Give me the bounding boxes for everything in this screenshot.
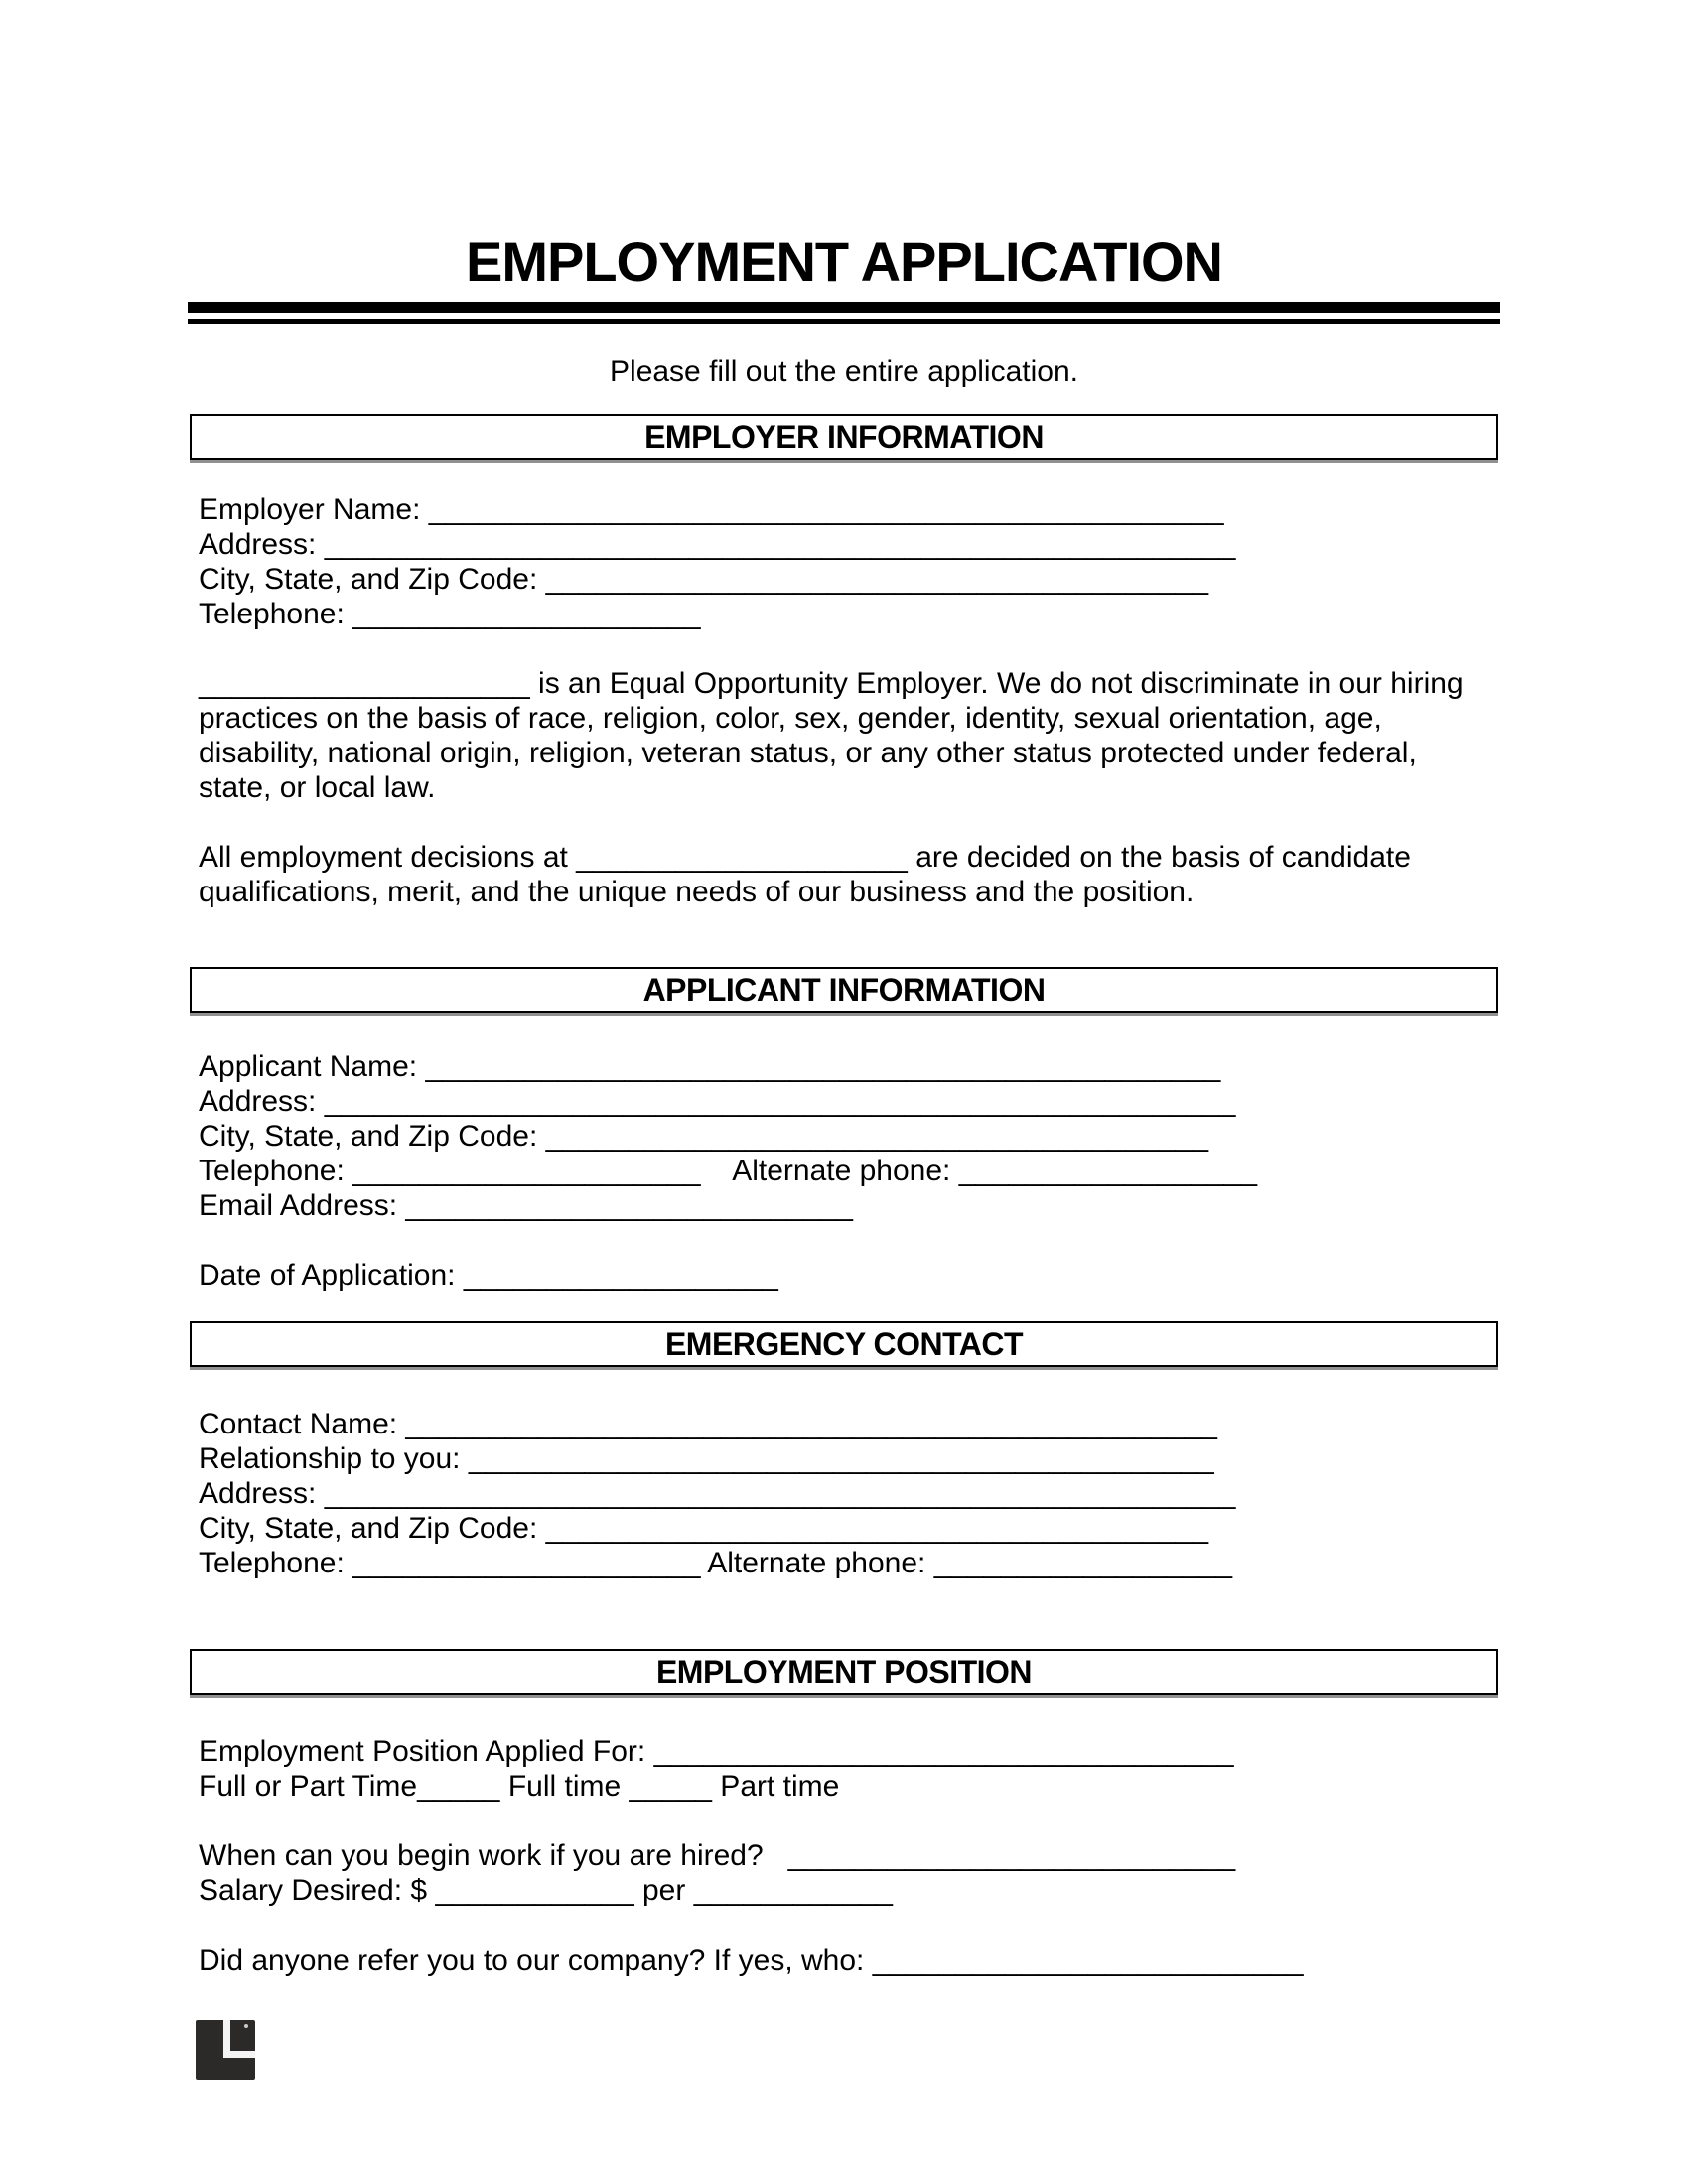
blank-company-name-2[interactable]: ____________________ <box>576 841 908 874</box>
blank-contact-name[interactable]: _________________________________________________ <box>405 1408 1217 1440</box>
blank-full-time-choice[interactable]: _____ <box>417 1770 500 1803</box>
blank-contact-address[interactable]: _______________________________________________________ <box>324 1477 1236 1510</box>
referral-wrap <box>199 1943 1489 1978</box>
label-position-applied-for: Employment Position Applied For: <box>199 1735 654 1768</box>
label-date-of-application: Date of Application: <box>199 1259 464 1292</box>
row-employer-name <box>199 492 1489 527</box>
decisions-line-1-before: All employment decisions at <box>199 841 577 874</box>
row-employer-address <box>199 527 1489 562</box>
label-employer-address: Address: <box>199 528 325 561</box>
row-applicant-email <box>199 1188 1489 1223</box>
blank-part-time-choice[interactable]: _____ <box>629 1770 712 1803</box>
blank-employer-address[interactable]: _______________________________________________________ <box>324 528 1236 561</box>
row-relationship <box>199 1441 1489 1476</box>
section-header-label: EMPLOYMENT POSITION <box>655 1654 1033 1690</box>
blank-contact-alternate-phone[interactable]: __________________ <box>933 1547 1233 1579</box>
eeo-line-3: disability, national origin, religion, veteran status, or any other status protected under federal, <box>199 737 1417 769</box>
label-contact-address: Address: <box>199 1477 325 1510</box>
blank-date-of-application[interactable]: ___________________ <box>463 1259 778 1292</box>
blank-begin-work[interactable]: ___________________________ <box>787 1840 1236 1872</box>
label-begin-work: When can you begin work if you are hired? <box>199 1840 788 1872</box>
logo-dot <box>244 2024 248 2028</box>
label-full-or-part-time: Full or Part Time <box>199 1770 418 1803</box>
section-header-label: EMPLOYER INFORMATION <box>644 419 1044 455</box>
label-applicant-telephone: Telephone: <box>199 1155 353 1187</box>
row-full-or-part-time <box>199 1769 1489 1804</box>
decisions-line-1 <box>199 840 1489 875</box>
row-date-of-application <box>199 1258 1489 1293</box>
label-contact-telephone: Telephone: <box>199 1547 353 1579</box>
label-applicant-alternate-phone: Alternate phone: <box>700 1155 959 1187</box>
page-title: EMPLOYMENT APPLICATION <box>466 230 1222 293</box>
employment-decisions-statement <box>199 840 1489 909</box>
title-divider <box>188 302 1500 324</box>
blank-contact-telephone[interactable]: _____________________ <box>352 1547 701 1579</box>
blank-referral[interactable]: __________________________ <box>872 1944 1304 1977</box>
employer-fields <box>199 492 1489 631</box>
decisions-line-2: qualifications, merit, and the unique needs of our business and the position. <box>199 876 1195 908</box>
applicant-fields <box>199 1049 1489 1223</box>
label-applicant-name: Applicant Name: <box>199 1050 426 1083</box>
blank-salary-amount[interactable]: ____________ <box>435 1874 634 1907</box>
blank-salary-period[interactable]: ____________ <box>693 1874 893 1907</box>
label-contact-name: Contact Name: <box>199 1408 406 1440</box>
blank-contact-city-state-zip[interactable]: ________________________________________ <box>545 1512 1209 1545</box>
blank-company-name-1[interactable]: ____________________ <box>199 667 530 700</box>
label-full-time: Full time <box>499 1770 630 1803</box>
blank-applicant-alternate-phone[interactable]: __________________ <box>958 1155 1258 1187</box>
equal-opportunity-statement <box>199 666 1489 805</box>
label-salary-desired: Salary Desired: $ <box>199 1874 436 1907</box>
row-employer-telephone <box>199 597 1489 631</box>
employment-application-page <box>199 0 1489 2080</box>
label-contact-city-state-zip: City, State, and Zip Code: <box>199 1512 546 1545</box>
row-referral <box>199 1943 1489 1978</box>
label-referral: Did anyone refer you to our company? If yes, who: <box>199 1944 873 1977</box>
label-relationship: Relationship to you: <box>199 1442 469 1475</box>
row-contact-city-state-zip <box>199 1511 1489 1546</box>
section-header-label: EMERGENCY CONTACT <box>664 1326 1024 1362</box>
decisions-line-1-after: are decided on the basis of candidate <box>907 841 1411 874</box>
row-contact-name <box>199 1407 1489 1441</box>
date-of-application-wrap <box>199 1258 1489 1293</box>
label-salary-per: per <box>633 1874 694 1907</box>
row-applicant-address <box>199 1084 1489 1119</box>
label-employer-telephone: Telephone: <box>199 598 353 630</box>
label-employer-name: Employer Name: <box>199 493 429 526</box>
divider-thin-line <box>188 319 1500 324</box>
label-employer-city-state-zip: City, State, and Zip Code: <box>199 563 546 596</box>
section-header-employer-information <box>190 414 1498 460</box>
section-header-label: APPLICANT INFORMATION <box>642 972 1046 1008</box>
position-fields <box>199 1734 1489 1804</box>
eeo-line-1 <box>199 666 1489 701</box>
row-position-applied-for <box>199 1734 1489 1769</box>
row-applicant-name <box>199 1049 1489 1084</box>
logo-l-horizontal-stroke <box>223 2051 255 2058</box>
blank-applicant-city-state-zip[interactable]: ________________________________________ <box>545 1120 1209 1153</box>
row-salary-desired <box>199 1873 1489 1908</box>
blank-applicant-address[interactable]: _______________________________________________________ <box>324 1085 1236 1118</box>
start-and-salary-fields <box>199 1839 1489 1908</box>
row-contact-address <box>199 1476 1489 1511</box>
label-contact-alternate-phone: Alternate phone: <box>700 1547 934 1579</box>
eeo-line-1-text: is an Equal Opportunity Employer. We do not discriminate in our hiring <box>529 667 1464 700</box>
blank-applicant-email[interactable]: ___________________________ <box>405 1189 853 1222</box>
eeo-line-2: practices on the basis of race, religion, color, sex, gender, identity, sexual orientation, age, <box>199 702 1382 735</box>
blank-employer-telephone[interactable]: _____________________ <box>352 598 701 630</box>
section-header-emergency-contact <box>190 1321 1498 1367</box>
row-employer-city-state-zip <box>199 562 1489 597</box>
divider-thick-line <box>188 302 1500 313</box>
eeo-line-4: state, or local law. <box>199 771 436 804</box>
blank-employer-name[interactable]: ________________________________________________ <box>428 493 1224 526</box>
blank-employer-city-state-zip[interactable]: ________________________________________ <box>545 563 1209 596</box>
label-applicant-email: Email Address: <box>199 1189 406 1222</box>
legal-templates-logo <box>196 2020 255 2080</box>
blank-relationship[interactable]: _____________________________________________ <box>468 1442 1214 1475</box>
row-applicant-city-state-zip <box>199 1119 1489 1154</box>
blank-position-applied-for[interactable]: ___________________________________ <box>653 1735 1234 1768</box>
label-applicant-city-state-zip: City, State, and Zip Code: <box>199 1120 546 1153</box>
instruction-text: Please fill out the entire application. <box>610 355 1078 388</box>
section-header-employment-position <box>190 1649 1498 1695</box>
label-part-time: Part time <box>711 1770 840 1803</box>
section-header-applicant-information <box>190 967 1498 1013</box>
row-applicant-telephone <box>199 1154 1489 1188</box>
row-contact-telephone <box>199 1546 1489 1580</box>
row-begin-work <box>199 1839 1489 1873</box>
blank-applicant-name[interactable]: ________________________________________________ <box>425 1050 1221 1083</box>
emergency-contact-fields <box>199 1407 1489 1580</box>
blank-applicant-telephone[interactable]: _____________________ <box>352 1155 701 1187</box>
label-applicant-address: Address: <box>199 1085 325 1118</box>
